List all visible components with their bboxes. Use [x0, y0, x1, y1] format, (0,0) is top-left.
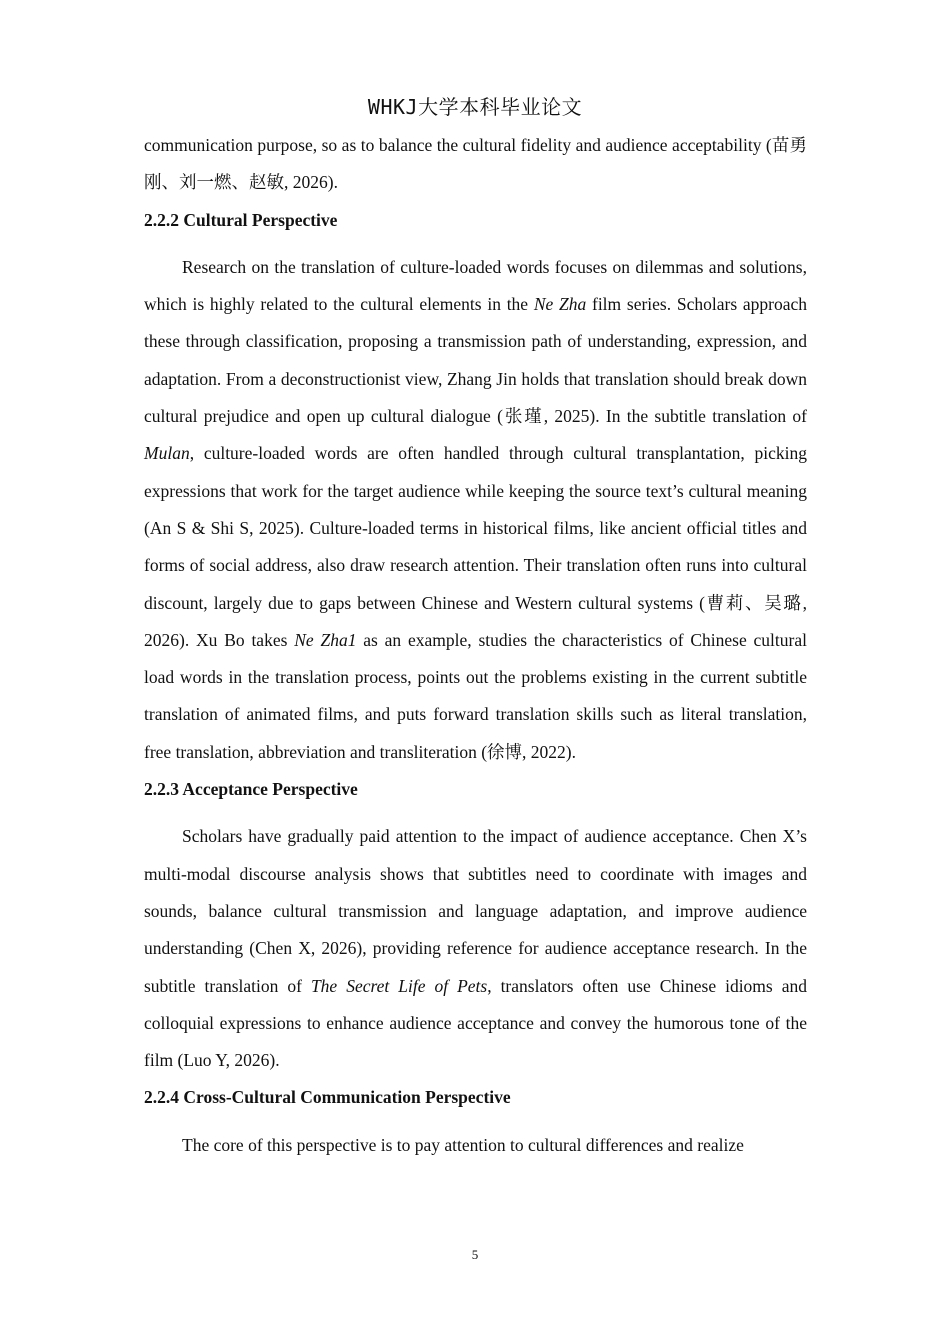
text-run: The core of this perspective is to pay attention to cultural differences and realize: [182, 1134, 744, 1155]
section-heading-cultural: 2.2.2 Cultural Perspective: [144, 209, 338, 230]
section-heading-cross-cultural: 2.2.4 Cross-Cultural Communication Perspective: [144, 1087, 511, 1108]
film-title-mulan: Mulan: [144, 443, 190, 464]
film-title-secret-life-of-pets: The Secret Life of Pets: [310, 975, 488, 996]
text-run: , culture-loaded words are often handled through cultural transplantation, picking expressions that work for the target audience while keeping the source text’s cultural meaning (An S & Shi S, 2025). Culture-loaded terms in historical films, like ancient official titles and forms of social address, also draw research attention. Their translation often runs into cultural discount, largely due to gaps between Chinese and Western cultural systems (曹莉、吴璐, 2026). Xu Bo takes: [144, 443, 807, 650]
page-number: 5: [471, 1247, 479, 1262]
paragraph-acceptance: [144, 818, 807, 1079]
text-run: Scholars have gradually paid attention to the impact of audience acceptance. Chen X’s multi-modal discourse analysis shows that subtitles need to coordinate with images and sounds, balance cultural transmission and language adaptation, and improve audience understanding (Chen X, 2026), providing reference for audience acceptance research. In the subtitle translation of: [144, 826, 807, 996]
document-body: [144, 127, 807, 1164]
page-header-title: WHKJ大学本科毕业论文: [367, 95, 583, 119]
paragraph-cultural: [144, 249, 807, 771]
film-title-ne-zha: Ne Zha: [533, 294, 587, 315]
text-run: , translators often use Chinese idioms and colloquial expressions to enhance audience acceptance and convey the humorous tone of the film (Luo Y, 2026).: [144, 975, 807, 1071]
section-heading-acceptance: 2.2.3 Acceptance Perspective: [144, 779, 358, 800]
text-run: film series. Scholars approach these through classification, proposing a transmission path of understanding, expression, and adaptation. From a deconstructionist view, Zhang Jin holds that translation should break down cultural prejudice and open up cultural dialogue (张瑾, 2025). In the subtitle translation of: [144, 294, 807, 427]
text-run: Research on the translation of culture-loaded words focuses on dilemmas and solutions, which is highly related to the cultural elements in the: [144, 256, 807, 315]
text-run: as an example, studies the characteristics of Chinese cultural load words in the translation process, points out the problems existing in the current subtitle translation of animated films, and puts forward translation skills such as literal translation, free translation, abbreviation and transliteration (徐博, 2022).: [144, 629, 807, 762]
paragraph-cross-cultural: [144, 1127, 807, 1164]
film-title-ne-zha-1: Ne Zha1: [294, 629, 357, 650]
continuation-paragraph: communication purpose, so as to balance the cultural fidelity and audience acceptability (苗勇刚、刘一燃、赵敏, 2026).: [144, 135, 807, 193]
